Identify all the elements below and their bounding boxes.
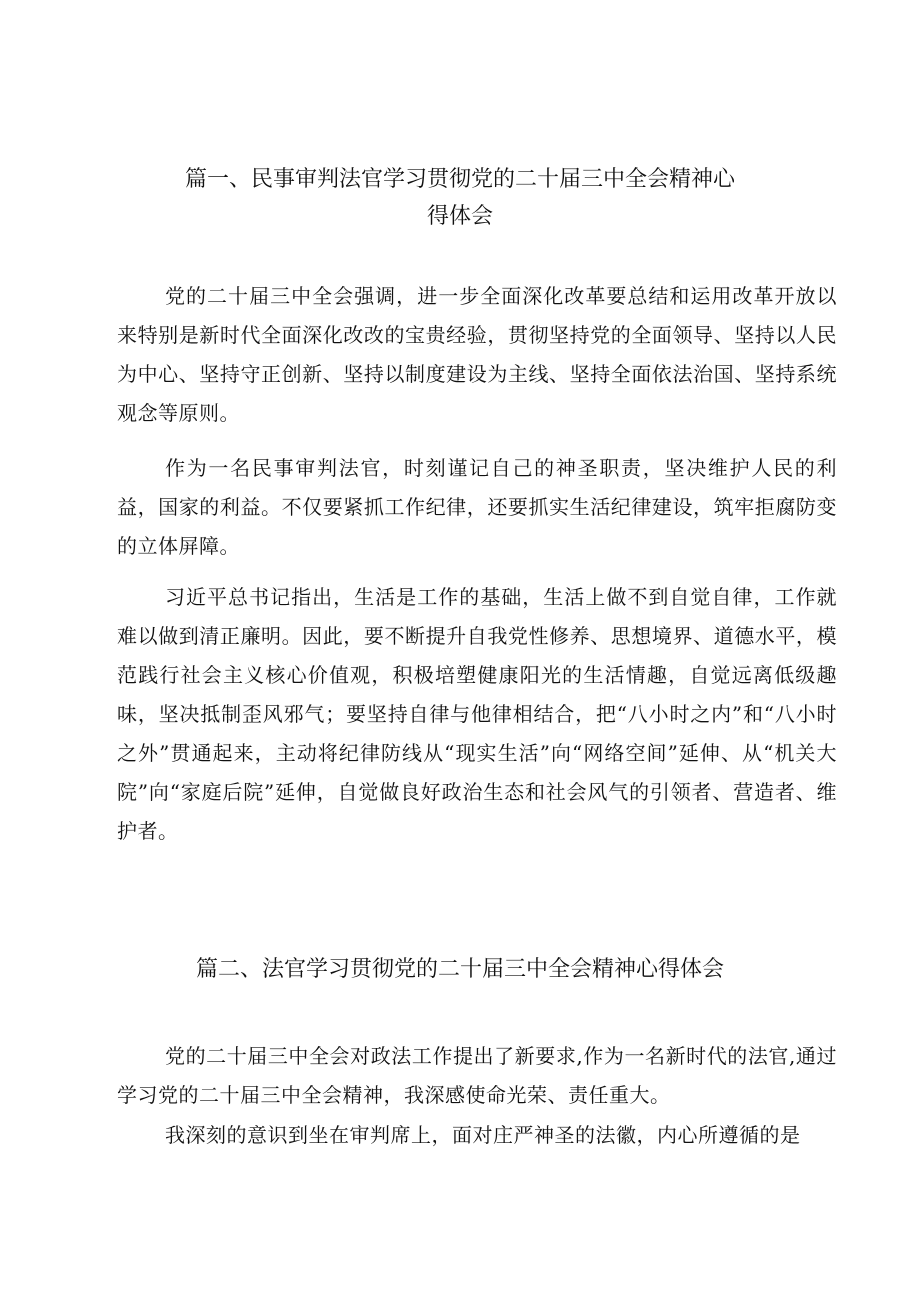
section-1-paragraph-1: 党的二十届三中全会强调，进一步全面深化改革要总结和运用改革开放以来特别是新时代全面深化改改的宝贵经验，贯彻坚持党的全面领导、坚持以人民为中心、坚持守正创新、坚持以制度建设为主线、坚持全面依法治国、坚持系统观念等原则。 [117, 284, 837, 425]
section-2-title-line-1: 篇二、法官学习贯彻党的二十届三中全会精神心得体会 [195, 956, 724, 982]
section-2-title [0, 951, 920, 988]
section-1-title-line-2: 得体会 [426, 203, 493, 229]
section-1-paragraph-2: 作为一名民事审判法官，时刻谨记自己的神圣职责，坚决维护人民的利益，国家的利益。不仅要紧抓工作纪律，还要抓实生活纪律建设，筑牢拒腐防变的立体屏障。 [117, 456, 837, 558]
section-1-title [0, 161, 920, 235]
section-2-paragraph-1: 党的二十届三中全会对政法工作提出了新要求,作为一名新时代的法官,通过学习党的二十届三中全会精神，我深感使命光荣、责任重大。 [117, 1044, 837, 1107]
section-1-title-line-1: 篇一、民事审判法官学习贯彻党的二十届三中全会精神心 [184, 166, 735, 192]
section-2-paragraph-2: 我深刻的意识到坐在审判席上，面对庄严神圣的法徽，内心所遵循的是 [165, 1123, 801, 1147]
section-1-paragraph-3: 习近平总书记指出，生活是工作的基础，生活上做不到自觉自律，工作就难以做到清正廉明。因此，要不断提升自我党性修养、思想境界、道德水平，模范践行社会主义核心价值观，积极培塑健康阳光的生活情趣，自觉远离低级趣味，坚决抵制歪风邪气；要坚持自律与他律相结合，把“八小时之内”和“八小时之外”贯通起来，主动将纪律防线从“现实生活”向“网络空间”延伸、从“机关大院”向“家庭后院”延伸，自觉做良好政治生态和社会风气的引领者、营造者、维护者。 [117, 585, 837, 843]
